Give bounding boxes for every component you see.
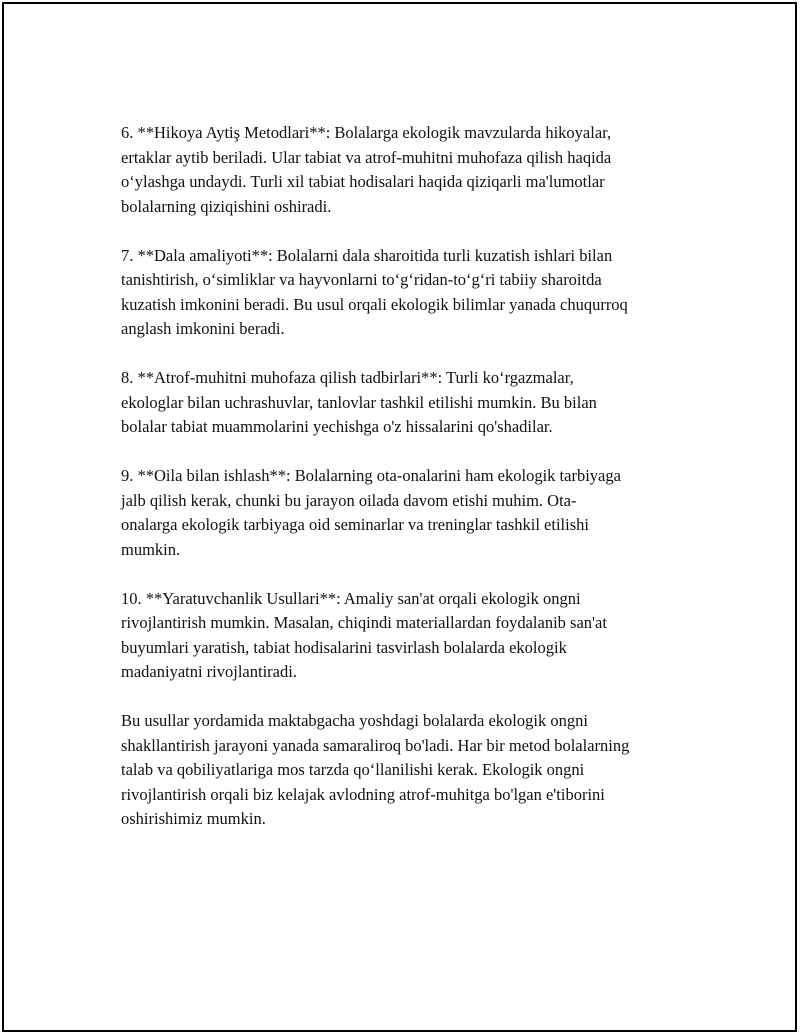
- text-line: anglash imkonini beradi.: [121, 319, 285, 338]
- text-line: bolalarning qiziqishini oshiradi.: [121, 196, 332, 216]
- text-line: tanishtirish, o‘simliklar va hayvonlarni to‘g‘ridan-to‘g‘ri tabiiy sharoitda: [121, 270, 602, 289]
- text-line: madaniyatni rivojlantiradi.: [121, 662, 297, 681]
- text-line: mumkin.: [121, 539, 181, 559]
- text-line: rivojlantirish orqali biz kelajak avlodning atrof-muhitga bo'lgan e'tiborini: [121, 784, 605, 804]
- text-line: talab va qobiliyatlariga mos tarzda qo‘llanilishi kerak. Ekologik ongni: [121, 760, 585, 779]
- paragraph-item-7: [121, 244, 721, 342]
- text-line: onalarga ekologik tarbiyaga oid seminarlar va treninglar tashkil etilishi: [121, 515, 589, 534]
- text-line: 6. **Hikoya Aytiş Metodlari**: Bolalarga ekologik mavzularda hikoyalar,: [121, 123, 612, 142]
- text-line: ekologlar bilan uchrashuvlar, tanlovlar tashkil etilishi mumkin. Bu bilan: [121, 392, 597, 412]
- text-line: buyumlari yaratish, tabiat hodisalarini tasvirlash bolalarda ekologik: [121, 637, 567, 657]
- text-line: 7. **Dala amaliyoti**: Bolalarni dala sharoitida turli kuzatish ishlari bilan: [121, 245, 613, 265]
- document-body: [121, 121, 721, 856]
- text-line: ertaklar aytib beriladi. Ular tabiat va atrof-muhitni muhofaza qilish haqida: [121, 147, 612, 167]
- text-line: 8. **Atrof-muhitni muhofaza qilish tadbirlari**: Turli ko‘rgazmalar,: [121, 368, 574, 387]
- paragraph-item-9: [121, 464, 721, 562]
- page-frame: [2, 2, 797, 1032]
- text-line: rivojlantirish mumkin. Masalan, chiqindi materiallardan foydalanib san'at: [121, 613, 607, 632]
- text-line: shakllantirish jarayoni yanada samaraliroq bo'ladi. Har bir metod bolalarning: [121, 735, 630, 755]
- paragraph-item-8: [121, 366, 721, 440]
- text-line: 10. **Yaratuvchanlik Usullari**: Amaliy san'at orqali ekologik ongni: [121, 588, 581, 608]
- paragraph-conclusion: [121, 709, 721, 832]
- text-line: 9. **Oila bilan ishlash**: Bolalarning ota-onalarini ham ekologik tarbiyaga: [121, 466, 621, 485]
- text-line: jalb qilish kerak, chunki bu jarayon oilada davom etishi muhim. Ota-: [121, 490, 577, 510]
- paragraph-item-10: [121, 587, 721, 685]
- text-line: Bu usullar yordamida maktabgacha yoshdagi bolalarda ekologik ongni: [121, 711, 588, 730]
- paragraph-item-6: [121, 121, 721, 219]
- text-line: kuzatish imkonini beradi. Bu usul orqali ekologik bilimlar yanada chuqurroq: [121, 294, 628, 314]
- text-line: o‘ylashga undaydi. Turli xil tabiat hodisalari haqida qiziqarli ma'lumotlar: [121, 172, 605, 191]
- text-line: oshirishimiz mumkin.: [121, 809, 266, 828]
- text-line: bolalar tabiat muammolarini yechishga o'z hissalarini qo'shadilar.: [121, 417, 553, 436]
